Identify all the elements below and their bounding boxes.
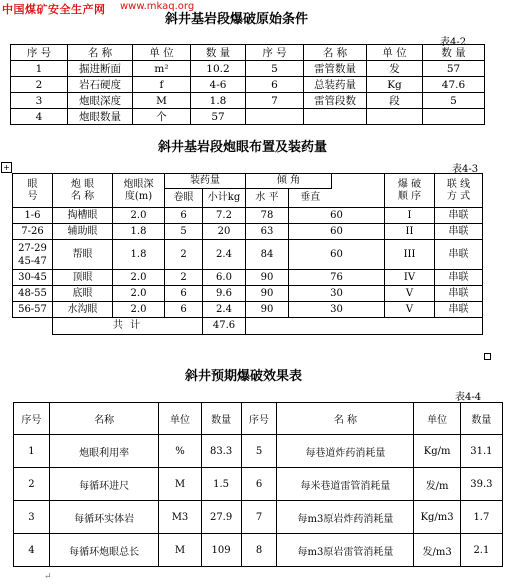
section1-table-number: 表4-2 <box>440 37 467 48</box>
table-row: 1 掘进断面 m² 10.2 5 雷管数量 发 57 <box>11 61 485 77</box>
table-row: 56-57 水沟眼 2.0 6 2.4 90 30 V 串联 <box>13 302 483 318</box>
section1-title: 斜井基岩段爆破原始条件 <box>165 12 309 27</box>
table-row: 4 炮眼数量 个 57 <box>11 109 485 125</box>
total-label: 共 计 <box>53 318 203 335</box>
section2-title: 斜井基岩段炮眼布置及装药量 <box>158 140 328 155</box>
watermark-site: 中国煤矿安全生产网 <box>2 3 106 16</box>
table-header-row: 眼 号 炮 眼 名 称 炮眼深 度(m) 装药量 倾 角 爆 破 顺 序 联 线 方 式 <box>13 174 483 189</box>
table-row: 1 炮眼利用率 % 83.3 5 每巷道炸药消耗量 Kg/m 31.1 <box>14 435 503 468</box>
table-move-handle[interactable]: + <box>1 162 12 173</box>
section3-table-number: 表4-4 <box>455 392 482 403</box>
section2-table-number: 表4-3 <box>452 164 479 175</box>
table-header-row: 序号 名称 单位 数量 序号 名 称 单位 数量 <box>14 403 503 435</box>
table-row: 4 每循环炮眼总长 M 109 8 每m3原岩雷管消耗量 发/m3 2.1 <box>14 534 503 567</box>
table-row: 3 每循环实体岩 M3 27.9 7 每m3原岩炸药消耗量 Kg/m3 1.7 <box>14 501 503 534</box>
table-row: 2 每循环进尺 M 1.5 6 每米巷道雷管消耗量 发/m 39.3 <box>14 468 503 501</box>
section3-title: 斜井预期爆破效果表 <box>185 369 303 384</box>
table-row: 2 岩石硬度 f 4-6 6 总装药量 Kg 47.6 <box>11 77 485 93</box>
table-header-row: 序 号 名 称 单 位 数 量 序 号 名 称 单 位 数 量 <box>11 45 485 61</box>
watermark-url: www.mkaq.org <box>120 1 195 12</box>
table-row: 27-29 45-47 帮眼 1.8 2 2.4 84 60 III 串联 <box>13 240 483 270</box>
table-row: 48-55 底眼 2.0 6 9.6 90 30 V 串联 <box>13 286 483 302</box>
table-row: 7-26 辅助眼 1.8 5 20 63 60 II 串联 <box>13 224 483 240</box>
table-row: 30-45 顶眼 2.0 2 6.0 90 76 IV 串联 <box>13 270 483 286</box>
table-resize-handle[interactable] <box>484 353 491 360</box>
blast-layout-table <box>12 173 483 335</box>
blast-conditions-table <box>10 44 485 125</box>
table-subheader-row: 卷眼 小计kg 水 平 垂直 <box>13 189 483 208</box>
table-total-row <box>13 318 483 335</box>
table-row: 1-6 掏槽眼 2.0 6 7.2 78 60 I 串联 <box>13 208 483 224</box>
table-row: 3 炮眼深度 M 1.8 7 雷管段数 段 5 <box>11 93 485 109</box>
blast-effect-table <box>13 402 503 567</box>
paragraph-mark: ↵ <box>44 572 52 582</box>
total-value: 47.6 <box>203 318 246 335</box>
